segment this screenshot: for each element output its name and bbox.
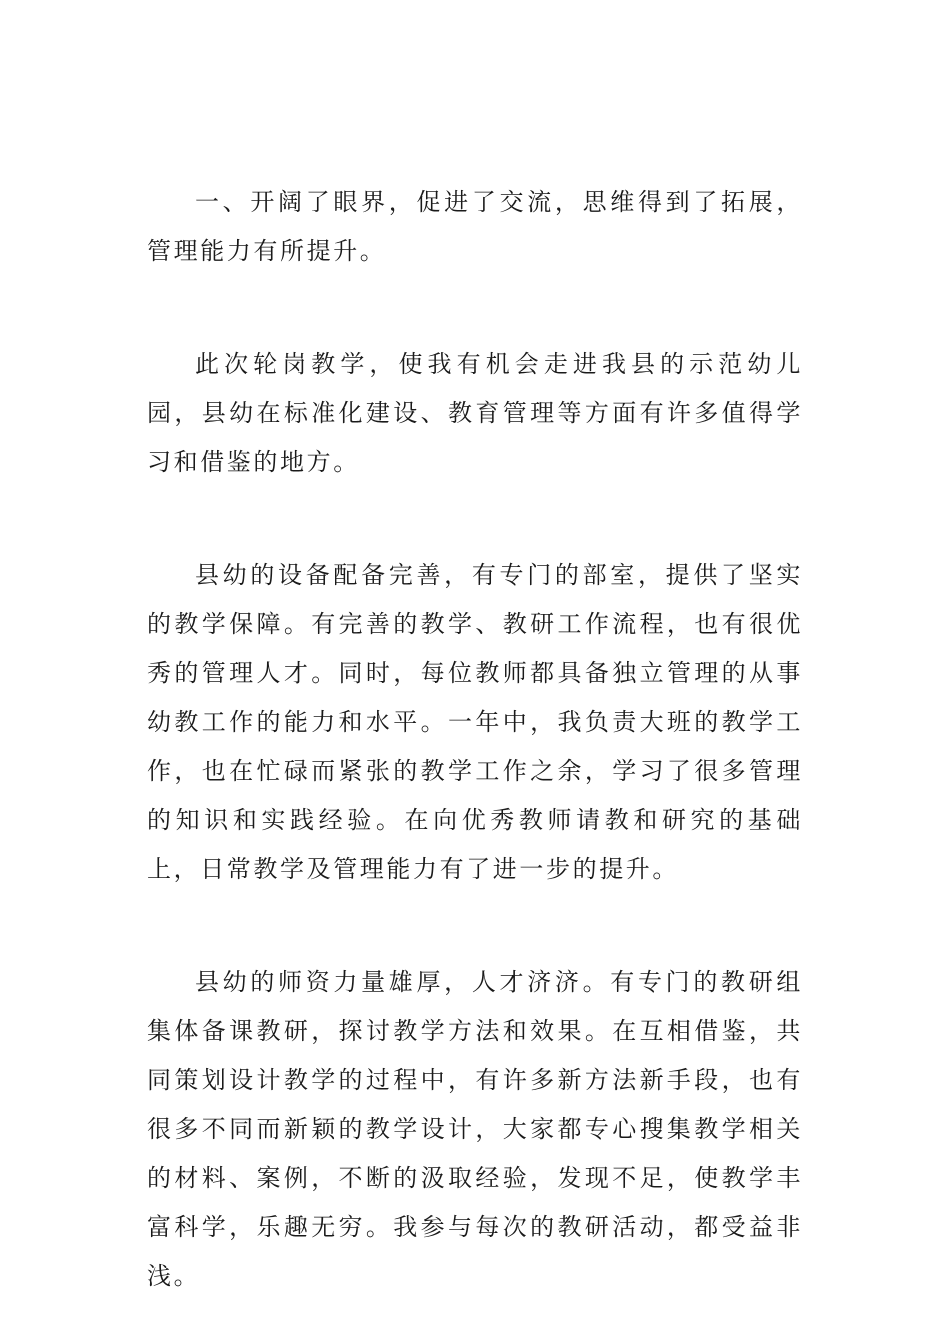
body-paragraph: 县幼的师资力量雄厚，人才济济。有专门的教研组集体备课教研，探讨教学方法和效果。在互相借鉴，共同策划设计教学的过程中，有许多新方法新手段，也有很多不同而新颖的教学设计，大家都专心搜集教学相关的材料、案例，不断的汲取经验，发现不足，使教学丰富科学，乐趣无穷。我参与每次的教研活动，都受益非浅。: [147, 968, 803, 1290]
section-heading-paragraph: 一、开阔了眼界，促进了交流，思维得到了拓展，管理能力有所提升。: [147, 188, 803, 265]
document-body: [147, 178, 803, 1301]
body-paragraph: 此次轮岗教学，使我有机会走进我县的示范幼儿园，县幼在标准化建设、教育管理等方面有许多值得学习和借鉴的地方。: [147, 350, 803, 476]
body-paragraph: 县幼的设备配备完善，有专门的部室，提供了坚实的教学保障。有完善的教学、教研工作流程，也有很优秀的管理人才。同时，每位教师都具备独立管理的从事幼教工作的能力和水平。一年中，我负责大班的教学工作，也在忙碌而紧张的教学工作之余，学习了很多管理的知识和实践经验。在向优秀教师请教和研究的基础上，日常教学及管理能力有了进一步的提升。: [147, 561, 803, 883]
